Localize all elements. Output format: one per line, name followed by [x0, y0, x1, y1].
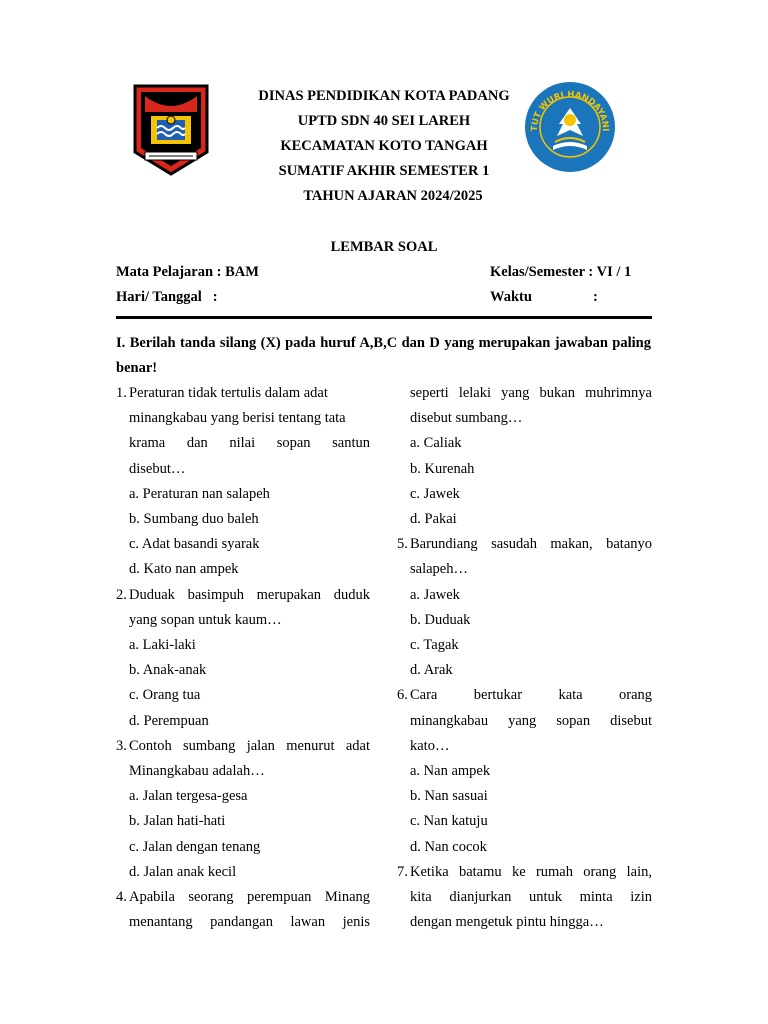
option-a[interactable]: a. Caliak [410, 435, 462, 452]
questions-right-column [397, 381, 652, 935]
question-number: 3. [116, 737, 127, 754]
question-text-line: Cara bertukar kata orang [410, 687, 652, 704]
question-text-line: yang sopan untuk kaum… [129, 611, 282, 628]
option-c[interactable]: c. Nan katuju [410, 813, 488, 830]
question-text-line: Duduak basimpuh merupakan duduk [129, 586, 370, 603]
question-4-continued [397, 381, 652, 431]
option-b[interactable]: b. Kurenah [410, 460, 475, 477]
question-text-line: kita dianjurkan untuk minta izin [410, 889, 652, 906]
question-text-line: disebut sumbang… [410, 410, 523, 427]
question-text-line: Barundiang sasudah makan, batanyo [410, 536, 652, 553]
option-b[interactable]: b. Duduak [410, 611, 471, 628]
header-line-district: KECAMATAN KOTO TANGAH [280, 138, 488, 154]
question-1 [116, 381, 370, 482]
day-row: Hari/ Tanggal : [116, 289, 218, 305]
question-number: 4. [116, 889, 127, 906]
option-c[interactable]: c. Jalan dengan tenang [129, 838, 261, 855]
question-text-line: Peraturan tidak tertulis dalam adat [129, 385, 328, 401]
question-text-line: menantang pandangan lawan jenis [129, 914, 370, 931]
header-line-year: TAHUN AJARAN 2024/2025 [303, 188, 483, 204]
question-2 [116, 583, 370, 633]
option-b[interactable]: b. Nan sasuai [410, 788, 488, 805]
header-divider [116, 316, 652, 319]
option-d[interactable]: d. Jalan anak kecil [129, 863, 237, 880]
tut-wuri-logo-text: TUT WURI HANDAYANI [529, 89, 611, 132]
header-line-school: UPTD SDN 40 SEI LAREH [297, 113, 471, 129]
option-d[interactable]: d. Perempuan [129, 712, 209, 729]
question-number: 5. [397, 536, 408, 553]
option-a[interactable]: a. Jalan tergesa-gesa [129, 788, 248, 805]
question-text-line: salapeh… [410, 561, 468, 578]
question-text-line: seperti lelaki yang bukan muhrimnya [410, 385, 652, 401]
option-d[interactable]: d. Arak [410, 662, 453, 679]
question-4 [116, 885, 370, 935]
question-text-line: Ketika batamu ke rumah orang lain, [410, 863, 652, 880]
question-5 [397, 532, 652, 582]
question-text-line: kato… [410, 737, 450, 754]
question-3 [116, 734, 370, 784]
class-label: Kelas/Semester [490, 264, 585, 280]
class-value: VI / 1 [596, 264, 632, 280]
time-row: Waktu : [490, 286, 598, 308]
institution-header [200, 84, 568, 209]
question-text-line: disebut… [129, 460, 186, 477]
option-c[interactable]: c. Tagak [410, 637, 459, 654]
question-text-line: Contoh sumbang jalan menurut adat [129, 737, 370, 754]
option-b[interactable]: b. Jalan hati-hati [129, 813, 226, 830]
option-d[interactable]: d. Nan cocok [410, 838, 487, 855]
question-text-line: Minangkabau adalah… [129, 763, 265, 780]
header-line-exam: SUMATIF AKHIR SEMESTER 1 [278, 163, 490, 179]
section-instruction: I. Berilah tanda silang (X) pada huruf A,B,C dan D yang merupakan jawaban paling benar! [116, 335, 651, 376]
option-a[interactable]: a. Nan ampek [410, 763, 491, 780]
question-text-line: krama dan nilai sopan santun [129, 435, 370, 452]
header-line-agency: DINAS PENDIDIKAN KOTA PADANG [258, 88, 510, 104]
question-text-line: Apabila seorang perempuan Minang [129, 889, 370, 906]
question-number: 6. [397, 687, 408, 704]
padang-city-emblem-icon [131, 82, 211, 178]
option-c[interactable]: c. Orang tua [129, 687, 201, 704]
question-6 [397, 683, 652, 759]
document-title: LEMBAR SOAL [330, 239, 438, 255]
question-number: 2. [116, 586, 127, 603]
option-a[interactable]: a. Jawek [410, 586, 460, 603]
subject-value: BAM [225, 264, 259, 280]
question-number: 7. [397, 863, 408, 880]
option-a[interactable]: a. Peraturan nan salapeh [129, 485, 270, 502]
time-label: Waktu [490, 289, 532, 305]
question-number: 1. [116, 385, 127, 401]
option-d[interactable]: d. Kato nan ampek [129, 561, 239, 578]
question-text-line: dengan mengetuk pintu hingga… [410, 914, 604, 931]
question-7 [397, 860, 652, 936]
option-a[interactable]: a. Laki-laki [129, 637, 196, 654]
option-d[interactable]: d. Pakai [410, 511, 457, 528]
subject-row: Mata Pelajaran : BAM [116, 264, 259, 280]
option-c[interactable]: c. Jawek [410, 485, 460, 502]
question-text-line: minangkabau yang berisi tentang tata [129, 410, 346, 427]
class-row: Kelas/Semester : VI / 1 [490, 264, 632, 280]
questions-left-column [116, 381, 370, 935]
option-c[interactable]: c. Adat basandi syarak [129, 536, 260, 553]
option-b[interactable]: b. Sumbang duo baleh [129, 511, 259, 528]
option-b[interactable]: b. Anak-anak [129, 662, 207, 679]
day-label: Hari/ Tanggal [116, 289, 202, 305]
subject-label: Mata Pelajaran [116, 264, 214, 280]
question-text-line: minangkabau yang sopan disebut [410, 712, 652, 729]
